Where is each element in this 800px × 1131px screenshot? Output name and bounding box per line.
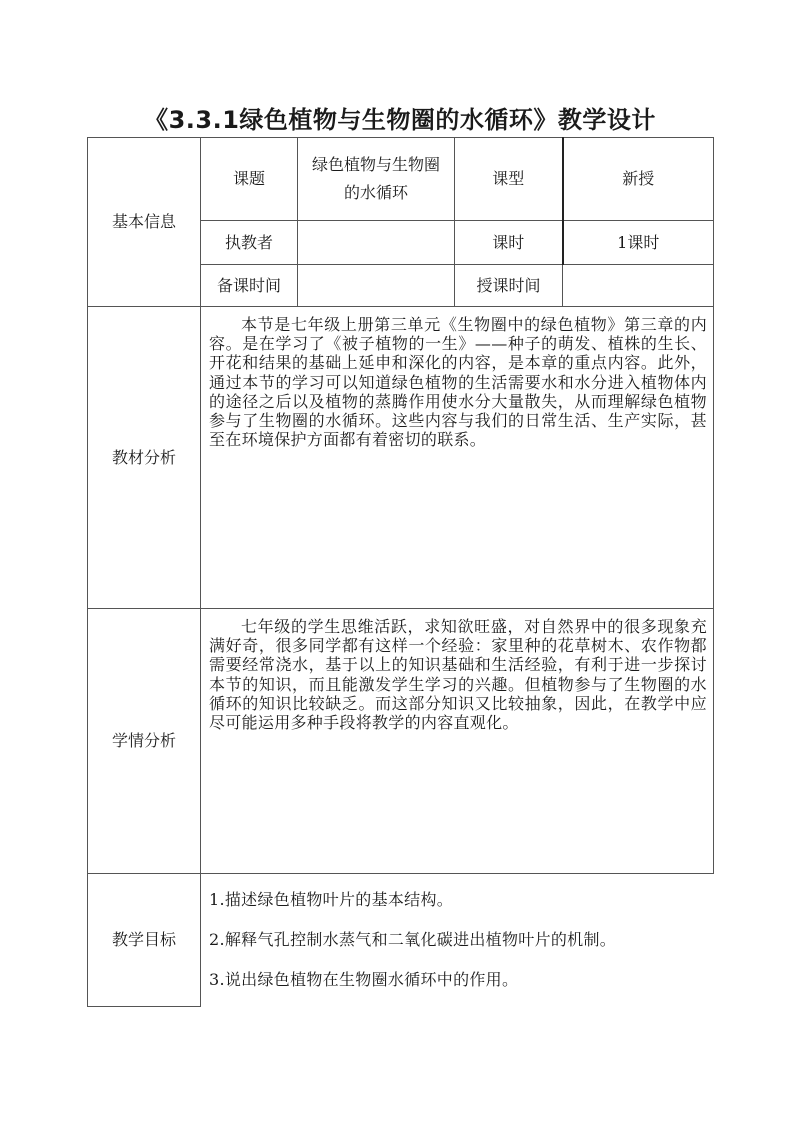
material-analysis-text: 本节是七年级上册第三单元《生物圈中的绿色植物》第三章的内容。是在学习了《被子植物的一生》——种子的萌发、植株的生长、开花和结果的基础上延申和深化的内容，是本章的重点内容。此外，通过本节的学习可以知道绿色植物的生活需要水和水分进入植物体内的途径之后以及植物的蒸腾作用使水分大量散失，从而理解绿色植物参与了生物圈的水循环。这些内容与我们的日常生活、生产实际，甚至在环境保护方面都有着密切的联系。: [209, 315, 707, 450]
lesson-plan-table: [87, 137, 714, 1007]
goal-item-1: 1.描述绿色植物叶片的基本结构。: [209, 890, 454, 909]
prep-time-label: 备课时间: [201, 265, 298, 307]
material-analysis-label: 教材分析: [88, 307, 201, 609]
basic-info-label: 基本信息: [88, 138, 201, 307]
student-analysis-label: 学情分析: [88, 609, 201, 874]
prep-time-value: [298, 265, 455, 307]
goal-item-3: 3.说出绿色植物在生物圈水循环中的作用。: [209, 970, 519, 989]
class-hours-value: 1课时: [563, 221, 714, 265]
lesson-type-value: 新授: [563, 138, 714, 221]
class-time-label: 授课时间: [455, 265, 563, 307]
teacher-label: 执教者: [201, 221, 298, 265]
material-analysis-cell: [201, 307, 714, 609]
document-title: 《3.3.1绿色植物与生物圈的水循环》教学设计: [144, 106, 656, 134]
goal-item-2: 2.解释气孔控制水蒸气和二氧化碳进出植物叶片的机制。: [209, 930, 617, 949]
topic-label: 课题: [201, 138, 298, 221]
teaching-goals-cell: [201, 874, 714, 1007]
class-hours-label: 课时: [455, 221, 563, 265]
teaching-goals-label: 教学目标: [88, 874, 201, 1007]
student-analysis-text: 七年级的学生思维活跃，求知欲旺盛，对自然界中的很多现象充满好奇，很多同学都有这样一个经验：家里种的花草树木、农作物都需要经常浇水，基于以上的知识基础和生活经验，有利于进一步探讨本节的知识，而且能激发学生学习的兴趣。但植物参与了生物圈的水循环的知识比较缺乏。而这部分知识又比较抽象，因此，在教学中应尽可能运用多种手段将教学的内容直观化。: [209, 617, 707, 732]
student-analysis-cell: [201, 609, 714, 874]
lesson-type-label: 课型: [455, 138, 563, 221]
teacher-value: [298, 221, 455, 265]
topic-value: 绿色植物与生物圈的水循环: [298, 138, 455, 221]
class-time-value: [563, 265, 714, 307]
